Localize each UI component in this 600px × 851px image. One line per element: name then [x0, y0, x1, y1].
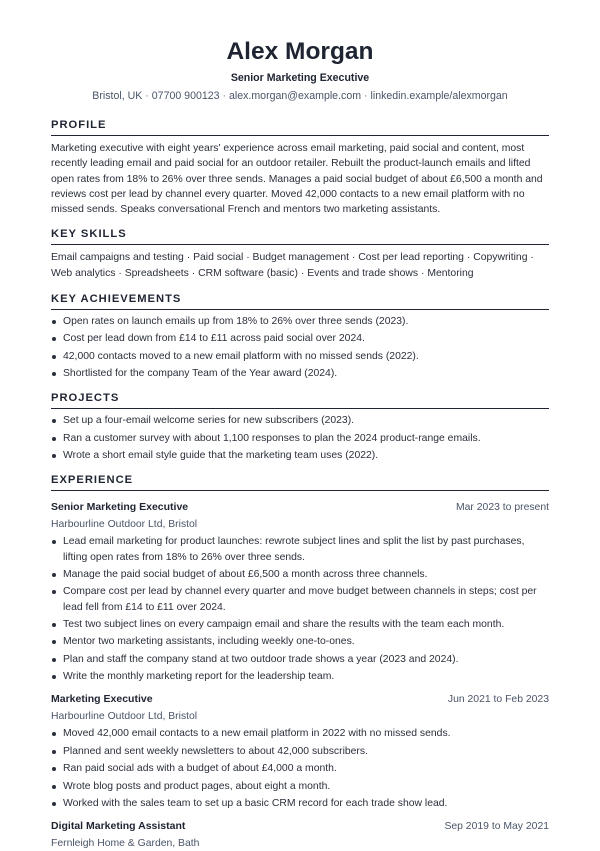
section-title-achievements: KEY ACHIEVEMENTS [51, 292, 549, 310]
list-item: Plan and staff the company stand at two outdoor trade shows a year (2023 and 2024). [51, 652, 549, 667]
contact-email: alex.morgan@example.com [228, 90, 362, 102]
experience-section [51, 473, 549, 851]
projects-section [51, 391, 549, 463]
list-item: Planned and sent weekly newsletters to about 42,000 subscribers. [51, 744, 549, 759]
contact-separator: · [145, 90, 149, 102]
contact-line [51, 89, 549, 103]
section-title-skills: KEY SKILLS [51, 227, 549, 245]
list-item: Set up a four-email welcome series for new subscribers (2023). [51, 413, 549, 428]
job-bullets [51, 726, 549, 811]
skills-text: Email campaigns and testing · Paid social · Budget management · Cost per lead reporting · Copywriting · Web analytics · Spreadsheets · CRM software (basic) · Events and trade shows · Mentoring [51, 252, 534, 279]
job-organisation: Fernleigh Home & Garden, Bath [51, 838, 200, 850]
job-organisation: Harbourline Outdoor Ltd, Bristol [51, 711, 198, 723]
projects-list [51, 413, 549, 463]
list-item: Moved 42,000 email contacts to a new email platform in 2022 with no missed sends. [51, 726, 549, 741]
section-title-profile: PROFILE [51, 118, 549, 136]
profile-section [51, 118, 549, 217]
job-dates: Mar 2023 to present [456, 502, 549, 514]
job-dates: Sep 2019 to May 2021 [444, 821, 549, 833]
list-item: Mentor two marketing assistants, including weekly one-to-ones. [51, 634, 549, 649]
list-item: Wrote a short email style guide that the marketing team uses (2022). [51, 448, 549, 463]
list-item: Write the monthly marketing report for the leadership team. [51, 669, 549, 684]
job-dates: Jun 2021 to Feb 2023 [447, 694, 549, 706]
job-header [51, 500, 549, 515]
list-item: Lead email marketing for product launches: rewrote subject lines and split the list by past purchases, lifting open rates from 18% to 26% over three sends. [51, 534, 549, 564]
list-item: Shortlisted for the company Team of the Year award (2024). [51, 366, 549, 381]
list-item: Ran paid social ads with a budget of about £4,000 a month. [51, 761, 549, 776]
contact-separator: · [222, 90, 227, 102]
list-item: Ran a customer survey with about 1,100 responses to plan the 2024 product-range emails. [51, 431, 549, 446]
job-entry [51, 819, 549, 851]
contact-location: Bristol, UK [92, 90, 143, 102]
list-item: Manage the paid social budget of about £6,500 a month across three channels. [51, 567, 549, 582]
job-entry [51, 500, 549, 684]
job-entry [51, 692, 549, 811]
section-title-experience: EXPERIENCE [51, 473, 549, 491]
job-header [51, 692, 549, 707]
job-title: Digital Marketing Assistant [51, 820, 186, 833]
contact-linkedin: linkedin.example/alexmorgan [370, 90, 508, 102]
section-title-projects: PROJECTS [51, 391, 549, 409]
list-item: Compare cost per lead by channel every quarter and move budget between channels in steps; cost per lead fell from £14 to £11 over 2024. [51, 584, 549, 614]
job-header [51, 819, 549, 834]
candidate-name: Alex Morgan [226, 38, 374, 65]
list-item: Test two subject lines on every campaign email and share the results with the team each month. [51, 617, 549, 632]
job-title: Senior Marketing Executive [51, 501, 189, 514]
skills-section [51, 227, 549, 281]
list-item: 42,000 contacts moved to a new email platform with no missed sends (2022). [51, 349, 549, 364]
contact-separator: · [364, 90, 368, 102]
achievements-section [51, 292, 549, 381]
list-item: Cost per lead down from £14 to £11 across paid social over 2024. [51, 331, 549, 346]
job-organisation: Harbourline Outdoor Ltd, Bristol [51, 519, 198, 531]
profile-text: Marketing executive with eight years' experience across email marketing, paid social and content, most recently leading email and paid social for an outdoor retailer. Rebuilt the product-launch emails and lifted open rates from 18% to 26% over three sends. Manages a paid social budget of about £6,500 a month and reviews cost per lead by channel every quarter. Moved 42,000 contacts to a new email platform with no missed sends. Speaks conversational French and mentors two marketing assistants. [51, 143, 543, 216]
achievements-list [51, 314, 549, 381]
job-bullets [51, 534, 549, 684]
list-item: Wrote blog posts and product pages, about eight a month. [51, 779, 549, 794]
job-title: Marketing Executive [51, 693, 153, 706]
list-item: Worked with the sales team to set up a basic CRM record for each trade show lead. [51, 796, 549, 811]
contact-phone: 07700 900123 [151, 90, 220, 102]
candidate-headline: Senior Marketing Executive [230, 72, 370, 84]
list-item: Open rates on launch emails up from 18% to 26% over three sends (2023). [51, 314, 549, 329]
